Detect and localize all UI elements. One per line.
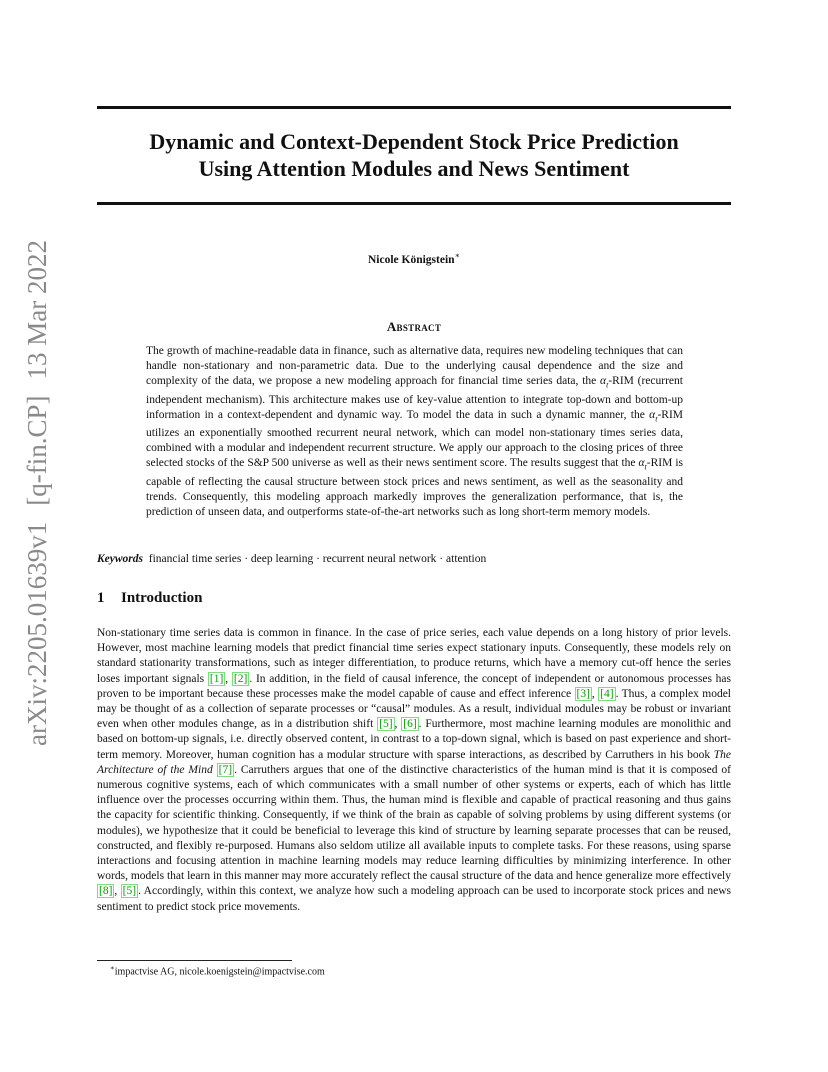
citation-link[interactable]: [3] [576,687,590,700]
title-bottom-rule [97,202,731,205]
citation-link[interactable]: [8] [99,885,113,898]
title-top-rule [97,106,731,109]
introduction-paragraph: Non-stationary time series data is common in finance. In the case of price series, each value depends on a long history of prior levels. However, most machine learning models that predict financial time series expect stationary inputs. Consequently, these models rely on standard stationarity transformations, such as integer differentiation, to produce returns, which have a memory cut-off hence the series loses important signals [1] , [2] . In addition, in the field of causal inference, the concept of independent or autonomous processes has proven to be important because these processes make the model capable of cause and effect inference [3] , [4] . Thus, a complex model may be thought of as a collection of separate processes or “causal” modules. As a result, individual modules may be robust or invariant even when other modules change, as in a distribution shift [5] , [6] . Furthermore, most machine learning modules are monolithic and based on bottom-up signals, i.e. directly observed content, in contrast to a top-down signal, which is based on past experience and short-term memory. Moreover, human cognition has a modular structure with sparse interactions, as described by Carruthers in his book The Architecture of the Mind [7] . Carruthers argues that one of the distinctive characteristics of the human mind is that it is composed of numerous cognitive systems, each of which communicates with a small number of other systems or experts, each of which has little influence over the processes occurring within them. Thus, the human mind is flexible and capable of practical reasoning and thus gains the capacity for scientific thinking. Consequently, if we think of the brain as capable of solving problems by using different systems (or modules), we hypothesize that it could be beneficial to leverage this kind of structure by learning separate processes that can be reused, constructed, and flexibly re-purposed. Humans also seldom utilize all available inputs to complete tasks. For these reasons, using sparse interactions and focusing attention in machine learning models may reduce learning difficulties by minimizing interference. In other words, models that learn in this manner may more accurately reflect the causal structure of the data and hence generalize more effectively [8] , [5] . Accordingly, within this context, we analyze how such a modeling approach can be used to incorporate stock prices and news sentiment to predict stock price movements. [97,627,732,913]
citation-link[interactable]: [6] [403,718,417,731]
abstract-part-3: -RIM utilizes an exponentially smoothed recurrent neural network, which can model non-stationary times series data, combined with a modular and independent recurrent structure. We apply our approach to the closing prices of three selected stocks of the S&P 500 universe as well as their news sentiment score. The results suggest that the [146,408,683,470]
footnote-rule [97,960,292,961]
citation-link[interactable]: [7] [218,763,233,776]
arxiv-date: 13 Mar 2022 [22,240,52,380]
section-heading-introduction [97,590,202,607]
author-name: Nicole Königstein [367,253,455,266]
author-footnote-mark[interactable]: ∗ [454,251,460,260]
abstract-part-2: -RIM (recurrent independent mechanism). This architecture makes use of key-value attention to integrate top-down and bottom-up information in a context-dependent and dynamic way. To model the data in such a dynamic manner, the [146,375,683,421]
keywords-line [97,553,731,565]
section-number: 1 [97,590,105,606]
author-line [97,251,731,266]
abstract-heading: Abstract [386,319,442,334]
keywords-label: Keywords [97,553,143,565]
arxiv-sidebar-stamp [22,240,52,746]
citation-link[interactable]: [5] [122,885,137,898]
paper-title [97,128,731,182]
abstract-part-1: The growth of machine-readable data in finance, such as alternative data, requires new modeling techniques that can handle non-stationary and non-parametric data. Due to the underlying causal dependence and the size and complexity of the data, we propose a new modeling approach for financial time series data, the [146,345,683,388]
citation-link[interactable]: [1] [209,672,224,685]
keywords-text: financial time series · deep learning · recurrent neural network · attention [148,553,487,565]
title-line-2: Using Attention Modules and News Sentiment [198,156,630,181]
abstract-part-4: -RIM is capable of reflecting the causal structure between stock prices and news sentiment, as well as the seasonality and trends. Consequently, this modeling approach markedly improves the generalization performance, that is, the prediction of unseen data, and outperforms state-of-the-art networks such as long short-term memory models. [146,457,683,518]
alpha-t-symbol: $\alpha_t$ [638,457,647,472]
arxiv-category: [q-fin.CP] [22,395,52,506]
citation-link[interactable]: [4] [600,687,614,700]
footnote-mark: ∗ [110,964,115,972]
citation-link[interactable]: [5] [379,718,393,731]
footnote-text: impactvise AG, nicole.koenigstein@impactvise.com [114,966,325,978]
abstract-text [146,344,683,520]
arxiv-id[interactable]: arXiv:2205.01639v1 [22,521,52,746]
footnote [110,964,325,977]
book-title: The Architecture of the Mind [97,748,731,776]
section-title: Introduction [121,590,203,606]
alpha-t-symbol: $\alpha_t$ [600,375,609,390]
alpha-t-symbol: $\alpha_t$ [649,408,658,423]
title-line-1: Dynamic and Context-Dependent Stock Price Prediction [149,129,679,154]
citation-link[interactable]: [2] [233,672,248,685]
